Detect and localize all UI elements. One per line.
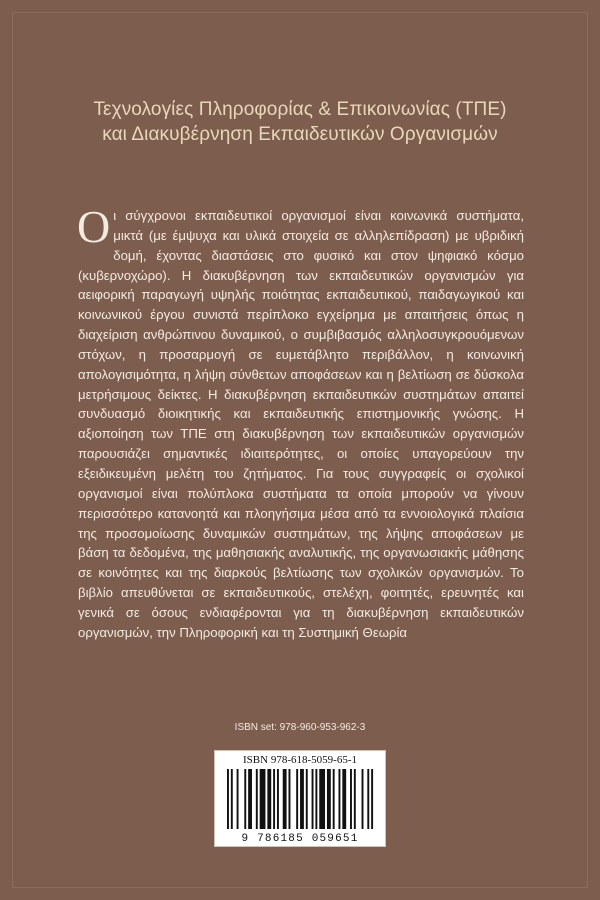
barcode-digits: 9 786185 059651 bbox=[241, 833, 359, 845]
isbn-set-label: ISBN set: 978-960-953-962-3 bbox=[234, 722, 366, 733]
title-line-1: Τεχνολογίες Πληροφορίας & Επικοινωνίας (ΤΠΕ) bbox=[93, 99, 507, 120]
blurb-text: ι σύγχρονοι εκπαιδευτικοί οργανισμοί είναι κοινωνικά συστήματα, μικτά (με έμψυχα και υλικά στοιχεία σε αλληλεπίδραση) με υβριδική δομή, έχοντας διαστάσεις στο φυσικό και στον ψηφιακό κόσμο (κυβερνοχώρο). Η διακυβέρνηση των εκπαιδευτικών οργανισμών για αειφορική παραγωγή υψηλής ποιότητας εκπαιδευτικού, παιδαγωγικού και κοινωνικού έργου συνιστά περίπλοκο εγχείρημα με απαιτήσεις όπως η διαχείριση ανθρώπινου δυναμικού, ο συμβιβασμός αλληλοσυγκρουόμενων στόχων, η προσαρμογή σε ευμετάβλητο περιβάλλον, η κοινωνική απολογισιμότητα, η λήψη σύνθετων αποφάσεων και η βελτίωση σε δύσκολα μετρήσιμους δείκτες. Η διακυβέρνηση εκπαιδευτικών συστημάτων απαιτεί συνδυασμό διοικητικής και εκπαιδευτικής επιστημονικής γνώσης. Η αξιοποίηση των ΤΠΕ στη διακυβέρνηση των εκπαιδευτικών οργανισμών παρουσιάζει σημαντικές ιδιαιτερότητες, οι οποίες υπαγορεύουν την εξειδικευμένη μελέτη του ζητήματος. Για τους συγγραφείς οι σχολικοί οργανισμοί είναι πολύπλοκα συστήματα τα οποία μπορούν να γίνουν περισσότερο κατανοητά και πλοηγήσιμα μέσα από τα εννοιολογικά πλαίσια της προσομοίωσης δυναμικών συστημάτων, της λήψης αποφάσεων με βάση τα δεδομένα, της μαθησιακής αναλυτικής, της οργανωσιακής μάθησης σε κοινότητες και της διαρκούς βελτίωσης των σχολικών οργανισμών. Το βιβλίο απευθύνεται σε εκπαιδευτικούς, στελέχη, φοιτητές, ερευνητές και γενικά σε όσους ενδιαφέρονται για τη διακυβέρνηση εκπαιδευτικών οργανισμών, την Πληροφορική και τη Συστημική Θεωρία bbox=[78, 208, 524, 640]
barcode-isbn: ISBN 978-618-5059-65-1 bbox=[243, 754, 357, 766]
drop-cap: Ο bbox=[77, 201, 111, 252]
barcode-box bbox=[214, 750, 386, 847]
barcode-icon bbox=[227, 769, 375, 829]
book-title bbox=[0, 97, 600, 147]
title-line-2: και Διακυβέρνηση Εκπαιδευτικών Οργανισμών bbox=[102, 124, 498, 145]
back-cover-blurb bbox=[77, 201, 524, 643]
